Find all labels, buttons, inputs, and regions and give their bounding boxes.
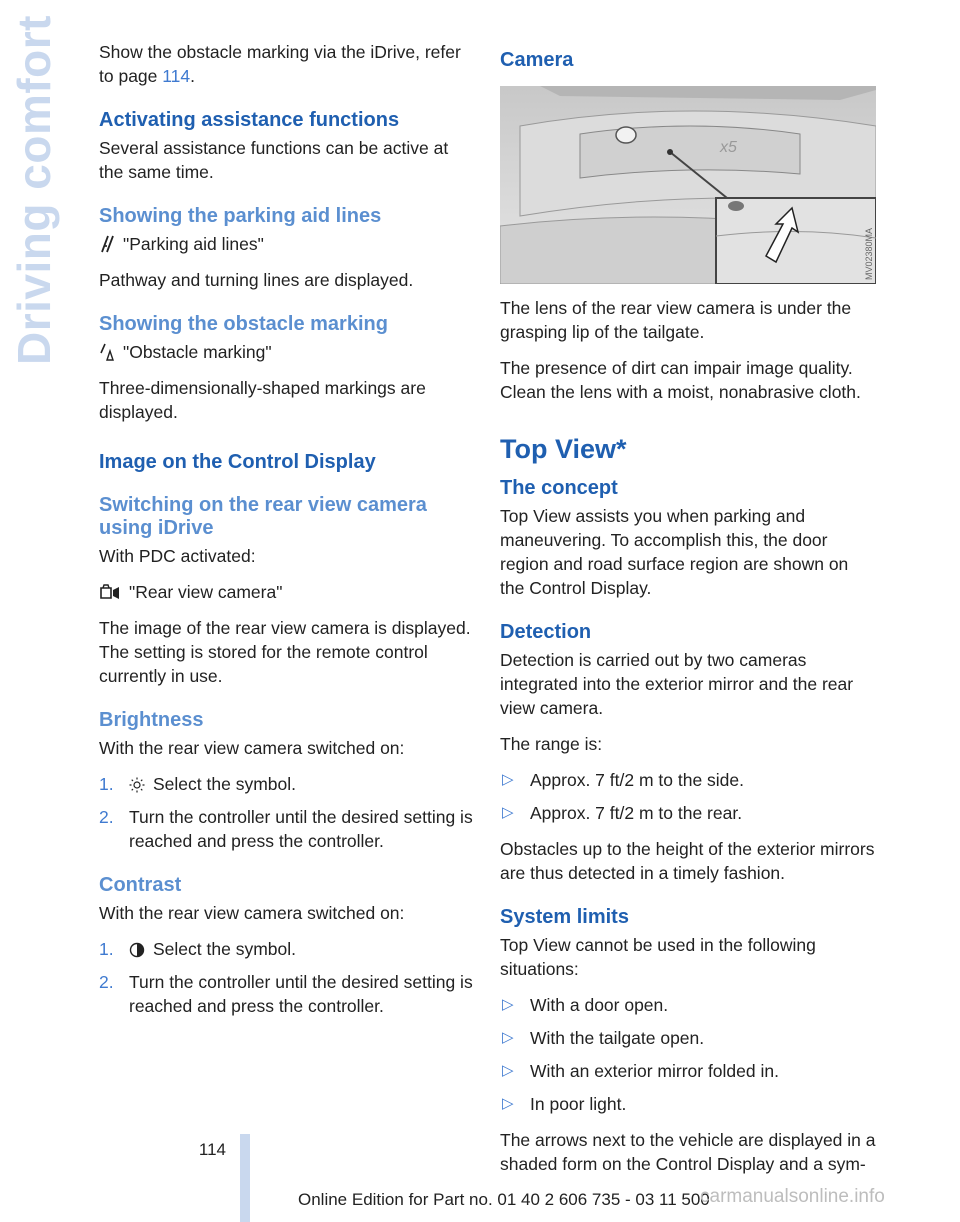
- limits-intro: Top View cannot be used in the following situations:: [500, 935, 816, 979]
- tailgate-drawing: [500, 86, 876, 284]
- page-number: 114: [198, 1140, 226, 1159]
- list-text: Approx. 7 ft/2 m to the side.: [530, 770, 744, 790]
- limits-text: The arrows next to the vehicle are displayed in a shaded form on the Control Display and a sym-: [500, 1130, 876, 1174]
- list-text: Approx. 7 ft/2 m to the rear.: [530, 803, 743, 823]
- list-item: [500, 1026, 876, 1050]
- heading-contrast: Contrast: [99, 874, 182, 896]
- brightness-icon: [129, 777, 145, 793]
- parking-lines-menu: "Parking aid lines": [123, 234, 264, 254]
- activating-text: Several assistance functions can be active at the same time.: [99, 138, 449, 182]
- bullet-triangle-icon: ▷: [502, 804, 514, 821]
- list-item: [500, 801, 876, 825]
- brightness-steps: [99, 772, 475, 853]
- heading-top-view: Top View*: [500, 434, 627, 464]
- edition-line: Online Edition for Part no. 01 40 2 606 735 - 03 11 500: [298, 1190, 710, 1209]
- camera-text2: The presence of dirt can impair image quality. Clean the lens with a moist, nonabrasive cloth.: [500, 358, 861, 402]
- step-number: 1.: [99, 939, 114, 959]
- step-number: 2.: [99, 972, 114, 992]
- step-number: 1.: [99, 774, 114, 794]
- image-code: MV02380MA: [864, 227, 874, 280]
- parking-lines-text: Pathway and turning lines are displayed.: [99, 270, 414, 290]
- range-list: [500, 768, 876, 825]
- right-column: [500, 40, 876, 1188]
- rear-camera-menu: "Rear view camera": [129, 582, 283, 602]
- bullet-triangle-icon: ▷: [502, 996, 514, 1013]
- heading-brightness: Brightness: [99, 709, 204, 731]
- step-text: Turn the controller until the desired setting is reached and press the controller.: [129, 807, 473, 851]
- obstacle-menu-line: [99, 340, 475, 364]
- footer-accent-bar: [240, 1134, 250, 1222]
- left-column: [99, 40, 475, 1030]
- list-item: [500, 993, 876, 1017]
- chapter-title: Driving comfort: [8, 15, 60, 365]
- brightness-intro: With the rear view camera switched on:: [99, 738, 405, 758]
- detection-text: Detection is carried out by two cameras integrated into the exterior mirror and the rear view camera.: [500, 650, 854, 718]
- parking-lines-icon: [99, 235, 115, 253]
- contrast-intro: With the rear view camera switched on:: [99, 903, 405, 923]
- chapter-sidebar: [0, 15, 74, 365]
- heading-system-limits: System limits: [500, 906, 629, 928]
- heading-camera: Camera: [500, 49, 574, 71]
- svg-text:x5: x5: [720, 139, 737, 156]
- heading-activating: Activating assistance functions: [99, 109, 400, 131]
- rear-view-camera-icon: [99, 584, 121, 600]
- list-item: [99, 970, 475, 1018]
- list-item: [99, 772, 475, 796]
- intro-text: Show the obstacle marking via the iDrive, refer to page: [99, 42, 461, 86]
- contrast-steps: [99, 937, 475, 1018]
- heading-switching: Switching on the rear view camera using iDrive: [99, 494, 427, 539]
- step-text: Turn the controller until the desired setting is reached and press the controller.: [129, 972, 473, 1016]
- step-text: Select the symbol.: [153, 939, 296, 959]
- list-item: [500, 1059, 876, 1083]
- heading-concept: The concept: [500, 477, 618, 499]
- switching-text1: With PDC activated:: [99, 546, 256, 566]
- contrast-icon: [129, 942, 145, 958]
- intro-paragraph: [99, 40, 475, 88]
- list-item: [99, 937, 475, 961]
- heading-detection: Detection: [500, 621, 592, 643]
- list-text: With the tailgate open.: [530, 1028, 705, 1048]
- rear-camera-menu-line: [99, 580, 475, 604]
- watermark: carmanualsonline.info: [700, 1186, 885, 1207]
- obstacle-text: Three-dimensionally-shaped markings are displayed.: [99, 378, 426, 422]
- tailgate-camera-illustration: [500, 86, 876, 284]
- switching-text2: The image of the rear view camera is displayed. The setting is stored for the remote control currently in use.: [99, 618, 471, 686]
- step-text: Select the symbol.: [153, 774, 296, 794]
- concept-text: Top View assists you when parking and maneuvering. To accomplish this, the door region and road surface region are shown on the Control Display.: [500, 506, 849, 598]
- list-item: [99, 805, 475, 853]
- heading-obstacle: Showing the obstacle marking: [99, 313, 388, 335]
- heading-image-display: Image on the Control Display: [99, 451, 376, 473]
- parking-lines-menu-line: [99, 232, 475, 256]
- intro-end: .: [190, 66, 196, 86]
- bullet-triangle-icon: ▷: [502, 1029, 514, 1046]
- list-text: With a door open.: [530, 995, 669, 1015]
- camera-text1: The lens of the rear view camera is under the grasping lip of the tailgate.: [500, 298, 852, 342]
- detection-text2: Obstacles up to the height of the exterior mirrors are thus detected in a timely fashion.: [500, 839, 875, 883]
- limits-list: [500, 993, 876, 1116]
- list-text: With an exterior mirror folded in.: [530, 1061, 779, 1081]
- obstacle-menu: "Obstacle marking": [123, 342, 272, 362]
- bullet-triangle-icon: ▷: [502, 771, 514, 788]
- heading-parking-lines: Showing the parking aid lines: [99, 205, 382, 227]
- list-item: [500, 768, 876, 792]
- obstacle-marking-icon: [99, 343, 115, 361]
- range-intro: The range is:: [500, 734, 603, 754]
- list-item: [500, 1092, 876, 1116]
- step-number: 2.: [99, 807, 114, 827]
- bullet-triangle-icon: ▷: [502, 1095, 514, 1112]
- page-link[interactable]: 114: [162, 66, 191, 86]
- list-text: In poor light.: [530, 1094, 627, 1114]
- bullet-triangle-icon: ▷: [502, 1062, 514, 1079]
